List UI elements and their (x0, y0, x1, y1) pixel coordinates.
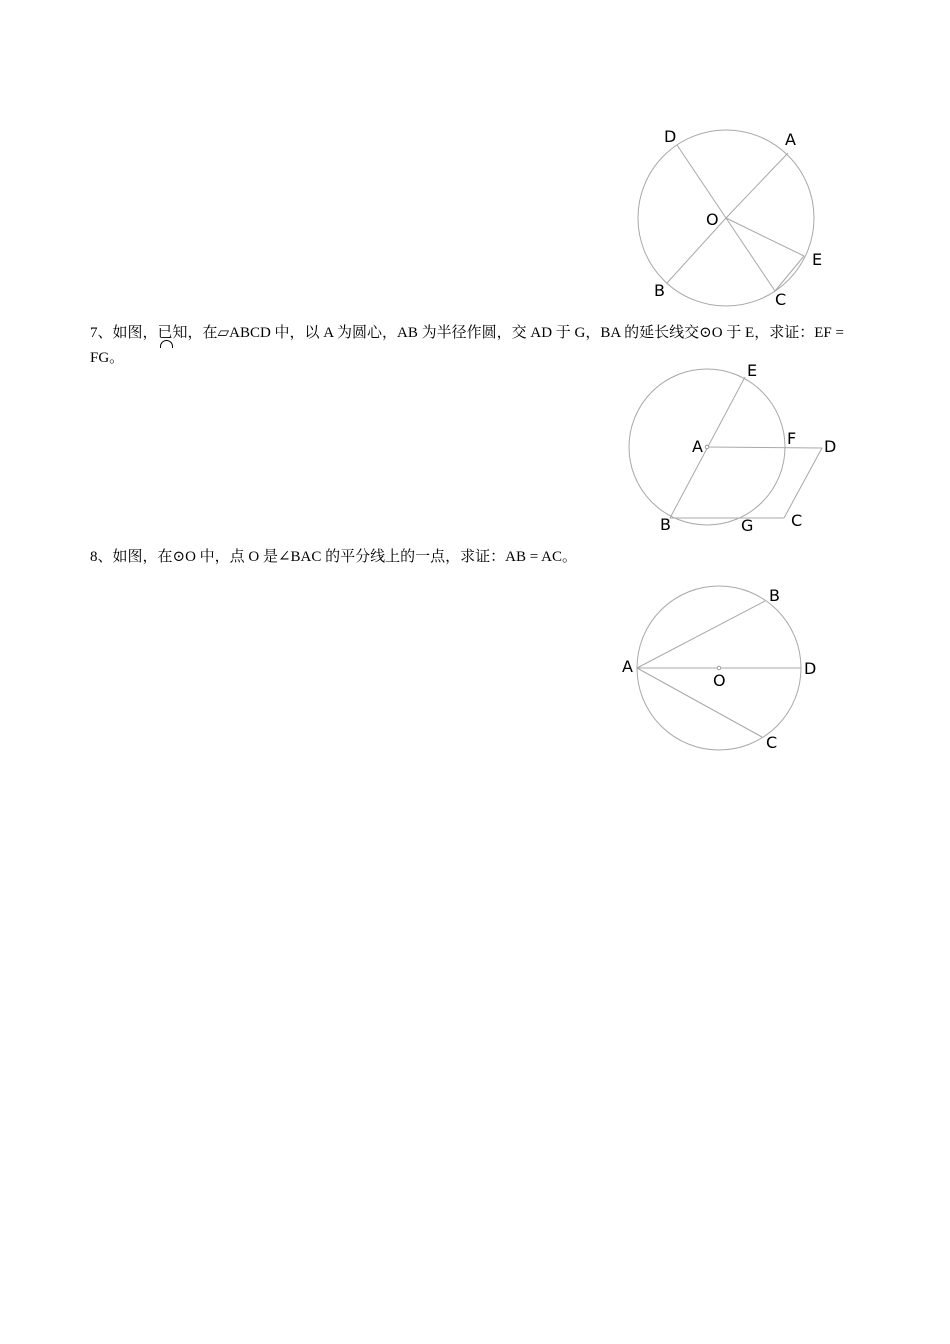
figure-6-circle-diagram (620, 110, 840, 320)
segment-dc (784, 448, 822, 518)
segment-od (677, 145, 726, 218)
figure-8-circle-diagram (615, 575, 845, 760)
problem-7-seg3: ABCD 中，以 A 为圆心，AB 为半径作圆，交 AD 于 G，BA 的延长线交⊙O 于 E，求证：EF = (229, 325, 844, 341)
label-d: D (804, 659, 817, 678)
segment-oc (726, 218, 775, 291)
segment-ab (637, 601, 765, 668)
label-e: E (812, 250, 823, 269)
segment-ac (637, 668, 762, 737)
parallelogram-symbol: ▱ (217, 325, 230, 341)
center-point-o (717, 666, 721, 670)
label-f: F (787, 429, 797, 448)
problem-7-seg2: 知，在 (172, 325, 218, 341)
label-a: A (692, 437, 703, 456)
problem-7-line2: FG。 (90, 350, 125, 366)
problem-8-text (90, 545, 910, 570)
label-a: A (785, 130, 796, 149)
label-c: C (775, 290, 787, 309)
segment-oa (726, 153, 788, 218)
segment-ce (775, 256, 804, 291)
label-o: O (706, 210, 719, 229)
problem-8-statement: 8、如图，在⊙O 中，点 O 是∠BAC 的平分线上的一点，求证：AB = AC。 (90, 549, 577, 565)
problem-7-number: 7、 (90, 325, 113, 341)
segment-ad (707, 447, 822, 448)
problem-7-arc-word1: 已 (158, 321, 173, 346)
label-d: D (824, 437, 837, 456)
label-d: D (664, 127, 677, 146)
problem-7-seg1: 如图， (112, 325, 158, 341)
label-b: B (660, 515, 671, 534)
figure-7-circle-parallelogram (620, 355, 850, 540)
segment-oe (726, 218, 804, 256)
label-o: O (713, 671, 726, 690)
label-a: A (622, 657, 633, 676)
label-e: E (747, 361, 758, 380)
label-g: G (741, 516, 754, 535)
center-point-a (705, 445, 709, 449)
label-c: C (791, 511, 803, 530)
label-c: C (766, 733, 778, 752)
label-b: B (654, 281, 665, 300)
label-b: B (769, 586, 780, 605)
